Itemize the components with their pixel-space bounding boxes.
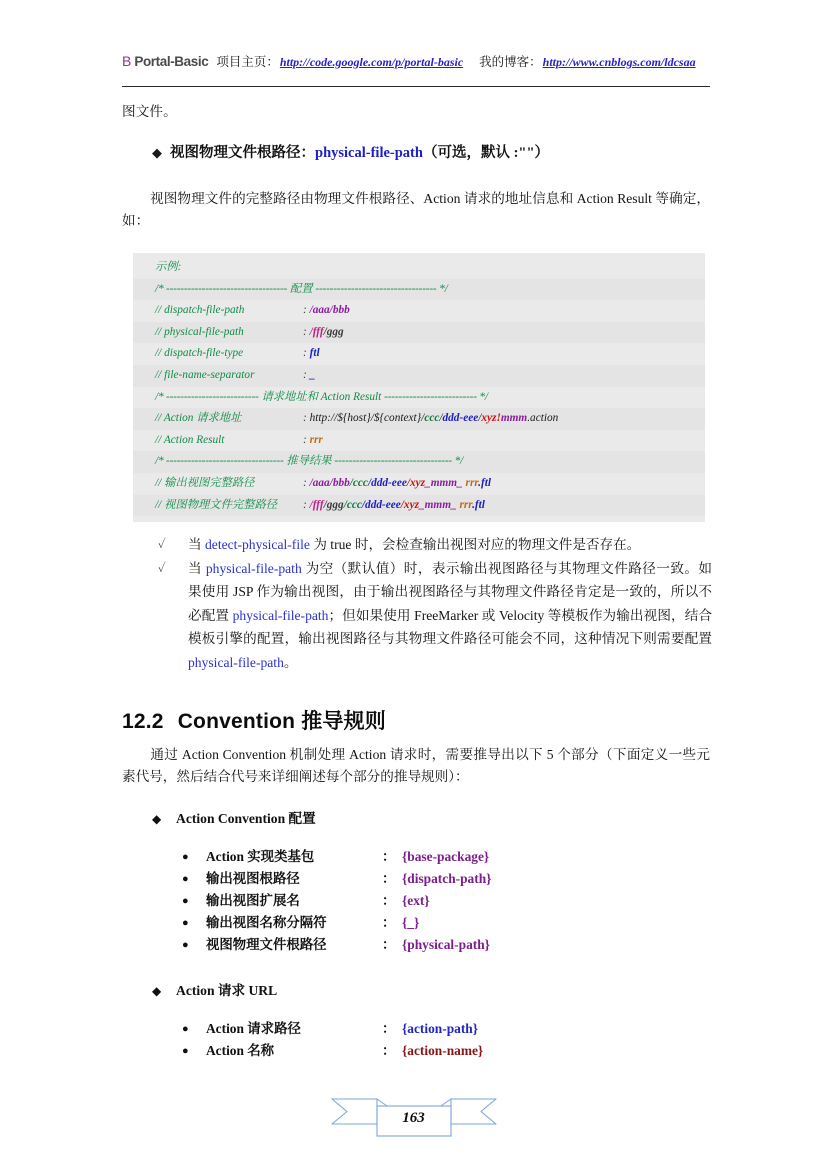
code-sep-left: /* ----------------------------------: [155, 282, 288, 295]
item-token: {base-package}: [402, 849, 490, 864]
group-action-request-url: [152, 980, 712, 1062]
code-sep-right: ---------------------------------- */: [315, 282, 448, 295]
header-divider: [122, 86, 710, 87]
page-number: 163: [402, 1110, 425, 1126]
list-item: [182, 1040, 712, 1062]
code-key: // dispatch-file-type: [155, 347, 244, 360]
paragraph-convention-intro: [122, 744, 710, 788]
code-sep-left: /* --------------------------: [155, 390, 259, 403]
code-colon: :: [303, 412, 307, 425]
code-value: /fff/ggg/ccc/ddd-eee/xyz_mmm_ rrr.ftl: [309, 498, 485, 511]
list-item: [182, 912, 712, 934]
code-key: // file-name-separator: [155, 368, 255, 381]
round-bullet-icon: ●: [182, 1045, 189, 1057]
item-colon: ：: [382, 915, 396, 930]
check-mark-icon: ✓: [158, 537, 166, 551]
code-key: // physical-file-path: [155, 325, 244, 338]
code-line-physical-file-path: [133, 322, 705, 344]
heading-keyword: physical-file-path: [315, 145, 423, 161]
code-line-separator-result: [133, 451, 705, 473]
code-line-dispatch-file-type: [133, 343, 705, 365]
item-label: 输出视图扩展名: [206, 893, 300, 908]
round-bullet-icon: ●: [182, 939, 189, 951]
list-item: [150, 533, 712, 557]
check-mark-icon: ✓: [158, 560, 166, 575]
code-colon: :: [303, 304, 307, 317]
item-token: {action-name}: [402, 1043, 484, 1058]
code-colon: :: [303, 476, 307, 489]
check-item-keyword: physical-file-path: [205, 560, 302, 576]
list-item: [182, 934, 712, 956]
round-bullet-icon: ●: [182, 873, 189, 885]
code-line-separator-request: [133, 387, 705, 409]
code-key: // 输出视图完整路径: [155, 476, 255, 489]
page-footer: [0, 1094, 827, 1156]
code-colon: :: [303, 347, 307, 360]
portal-basic-logo: [122, 53, 208, 69]
paragraph-physical-path-desc: [122, 188, 710, 232]
blog-label: 我的博客：: [479, 55, 542, 69]
round-bullet-icon: ●: [182, 1023, 189, 1035]
list-item: [182, 1018, 712, 1040]
code-line-dispatch-file-path: [133, 300, 705, 322]
code-value: /aaa/bbb: [309, 304, 350, 317]
diamond-bullet-icon: ◆: [152, 145, 162, 160]
section-heading: [122, 705, 386, 735]
item-label: Action 请求路径: [206, 1021, 301, 1036]
diamond-bullet-icon: ◆: [152, 984, 162, 998]
item-token: {_}: [402, 915, 420, 930]
item-label: 输出视图名称分隔符: [206, 915, 327, 930]
item-token: {dispatch-path}: [402, 871, 492, 886]
code-colon: :: [303, 325, 307, 338]
group-action-convention-config: [152, 808, 712, 956]
round-bullet-icon: ●: [182, 851, 189, 863]
code-value: _: [309, 368, 316, 381]
heading-suffix: （可选，默认 :""）: [422, 145, 550, 161]
code-sep-right: --------------------------------- */: [334, 455, 463, 468]
code-value: rrr: [309, 433, 323, 446]
group-item-list: [152, 1018, 712, 1062]
item-label: 输出视图根路径: [206, 871, 300, 886]
code-key: // Action 请求地址: [155, 412, 242, 425]
list-item: [182, 868, 712, 890]
item-token: {action-path}: [402, 1021, 479, 1036]
project-home-link[interactable]: http://code.google.com/p/portal-basic: [279, 55, 464, 69]
item-colon: ：: [382, 893, 396, 908]
item-colon: ：: [382, 937, 396, 952]
item-colon: ：: [382, 1021, 396, 1036]
code-line-action-request-url: [133, 408, 705, 430]
group-item-list: [152, 846, 712, 956]
group-title: [152, 980, 712, 1002]
example-code-block: [133, 253, 705, 522]
check-item-post: 为 true 时，会检查输出视图对应的物理文件是否存在。: [309, 537, 641, 552]
check-item-keyword: physical-file-path: [188, 654, 284, 670]
code-sep-right: -------------------------- */: [384, 390, 488, 403]
code-value: ftl: [309, 347, 320, 360]
blog-link[interactable]: http://www.cnblogs.com/ldcsaa: [542, 55, 696, 69]
paragraph-2-text: 通过 Action Convention 机制处理 Action 请求时，需要推导出以下 5 个部分（下面定义一些元素代号，然后结合代号来详细阐述每个部分的推导规则）：: [122, 747, 710, 784]
group-title: [152, 808, 712, 830]
diamond-bullet-icon: ◆: [152, 812, 162, 826]
item-colon: ：: [382, 871, 396, 886]
orphan-text-line: 图文件。: [122, 104, 177, 119]
check-item-pre: 当: [188, 560, 206, 576]
code-line-title: [133, 257, 705, 279]
round-bullet-icon: ●: [182, 895, 189, 907]
project-home-label: 项目主页：: [216, 55, 279, 69]
notes-checklist: [150, 533, 712, 674]
code-sep-left: /* ---------------------------------: [155, 455, 284, 468]
code-line-action-result: [133, 430, 705, 452]
group-title-text: Action Convention 配置: [176, 811, 316, 826]
list-item: [182, 890, 712, 912]
code-sep-mid: 配置: [289, 282, 313, 295]
page-number-ribbon: [329, 1094, 499, 1152]
code-line-file-name-separator: [133, 365, 705, 387]
check-item-pre: 当: [188, 537, 205, 552]
code-value: http://${host}/${context}/ccc/ddd-eee/xyz!mmm.action: [309, 412, 559, 425]
list-item: [182, 846, 712, 868]
physical-file-path-heading: [152, 142, 712, 164]
code-colon: :: [303, 433, 307, 446]
check-item-mid-1: 为空（默认值）时，表示输出视图路径与其物理文件路径一致。如果使用 JSP 作为输出视图，由于输出视图路径与其物理文件路径肯定是一致的，所以不必配置: [188, 560, 712, 623]
section-number: 12.2: [122, 710, 164, 734]
code-key: // dispatch-file-path: [155, 304, 245, 317]
group-title-text: Action 请求 URL: [176, 983, 278, 998]
code-key: // Action Result: [155, 433, 225, 446]
check-item-keyword: detect-physical-file: [205, 537, 310, 552]
code-value: /fff/ggg: [309, 325, 344, 338]
code-title-text: 示例:: [155, 261, 182, 273]
page-header: [122, 52, 710, 82]
item-colon: ：: [382, 849, 396, 864]
code-colon: :: [303, 368, 307, 381]
item-label: Action 名称: [206, 1043, 275, 1058]
code-line-output-view-full-path: [133, 473, 705, 495]
check-item-keyword: physical-file-path: [232, 607, 329, 623]
round-bullet-icon: ●: [182, 917, 189, 929]
paragraph-1-text: 视图物理文件的完整路径由物理文件根路径、Action 请求的地址信息和 Action Result 等确定，如：: [122, 191, 710, 228]
check-item-mid-2: ；但如果使用 FreeMarker 或 Velocity 等模板作为输出视图，结合模板引擎的配置，输出视图路径与其物理文件路径可能会不同，这种情况下则需要配置: [188, 607, 712, 646]
item-label: 视图物理文件根路径: [206, 937, 327, 952]
code-value: /aaa/bbb/ccc/ddd-eee/xyz_mmm_ rrr.ftl: [309, 476, 491, 489]
code-colon: :: [303, 498, 307, 511]
section-title: Convention 推导规则: [177, 710, 387, 734]
logo-wordmark: Portal-Basic: [134, 54, 209, 69]
code-key: // 视图物理文件完整路径: [155, 498, 278, 511]
item-colon: ：: [382, 1043, 396, 1058]
list-item: [150, 557, 712, 675]
check-item-post: 。: [283, 654, 298, 670]
code-line-separator-config: [133, 279, 705, 301]
heading-label: 视图物理文件根路径：: [170, 145, 315, 161]
item-token: {physical-path}: [402, 937, 490, 952]
code-line-physical-file-full-path: [133, 495, 705, 517]
code-sep-mid: 请求地址和 Action Result: [261, 390, 382, 403]
item-token: {ext}: [402, 893, 430, 908]
item-label: Action 实现类基包: [206, 849, 315, 864]
code-sep-mid: 推导结果: [286, 455, 332, 468]
logo-mark-icon: B: [122, 53, 132, 69]
